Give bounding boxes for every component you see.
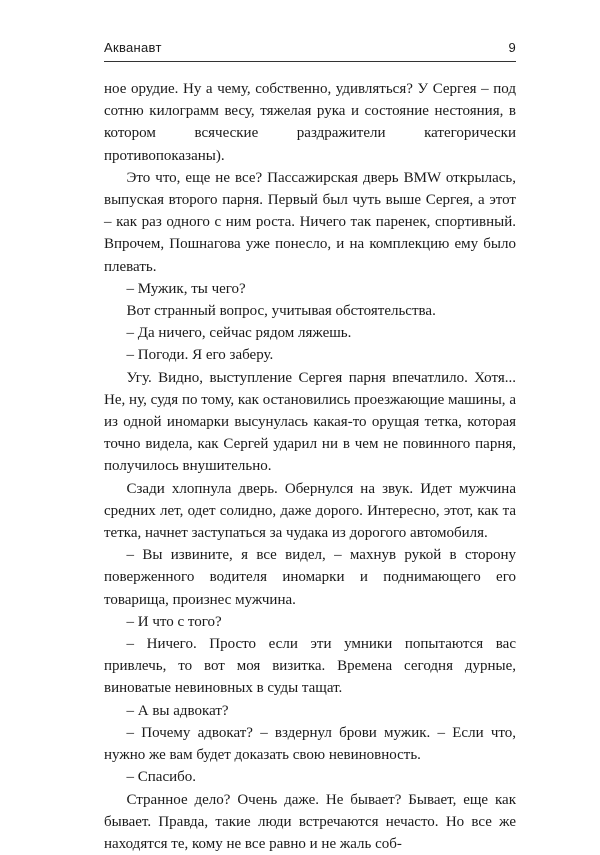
dialogue-line: – Почему адвокат? – вздернул брови мужик. – Если что, нужно же вам будет доказать свою невиновность. xyxy=(104,722,516,766)
paragraph: Вот странный вопрос, учитывая обстоятельства. xyxy=(104,300,516,322)
paragraph: Странное дело? Очень даже. Не бывает? Бывает, еще как бывает. Правда, такие люди встречаются нечасто. Но все же находятся те, кому не все равно и не жаль соб- xyxy=(104,789,516,855)
dialogue-line: – И что с того? xyxy=(104,611,516,633)
dialogue-line: – Мужик, ты чего? xyxy=(104,278,516,300)
dialogue-line: – Погоди. Я его заберу. xyxy=(104,344,516,366)
book-title: Акванавт xyxy=(104,40,162,55)
dialogue-line: – Спасибо. xyxy=(104,766,516,788)
dialogue-line: – Да ничего, сейчас рядом ляжешь. xyxy=(104,322,516,344)
paragraph: Сзади хлопнула дверь. Обернулся на звук. Идет мужчина средних лет, одет солидно, даже дорого. Интересно, этот, как та тетка, начнет заступаться за чудака из дорогого автомобиля. xyxy=(104,478,516,545)
dialogue-line: – А вы адвокат? xyxy=(104,700,516,722)
dialogue-line: – Вы извините, я все видел, – махнув рукой в сторону поверженного водителя иномарки и поднимающего его товарища, произнес мужчина. xyxy=(104,544,516,611)
body-text xyxy=(104,78,516,855)
paragraph: ное орудие. Ну а чему, собственно, удивляться? У Сергея – под сотню килограмм весу, тяжелая рука и состояние нестояния, в котором всяческие раздражители категорически противопоказаны). xyxy=(104,78,516,167)
paragraph: Угу. Видно, выступление Сергея парня впечатлило. Хотя... Не, ну, судя по тому, как остановились проезжающие машины, а из одной иномарки высунулась какая-то орущая тетка, которая точно видела, как Сергей ударил ни в чем не повинного парня, получилось внушительно. xyxy=(104,367,516,478)
page-number: 9 xyxy=(508,40,516,55)
paragraph: Это что, еще не все? Пассажирская дверь BMW открылась, выпуская второго парня. Первый был чуть выше Сергея, а этот – как раз одного с ним роста. Ничего так паренек, спортивный. Впрочем, Пошнагова уже понесло, и на комплекцию ему было плевать. xyxy=(104,167,516,278)
book-page xyxy=(104,40,516,855)
running-header xyxy=(104,40,516,62)
dialogue-line: – Ничего. Просто если эти умники попытаются вас привлечь, то вот моя визитка. Времена сегодня дурные, виноватые невиновных в суды тащат. xyxy=(104,633,516,700)
